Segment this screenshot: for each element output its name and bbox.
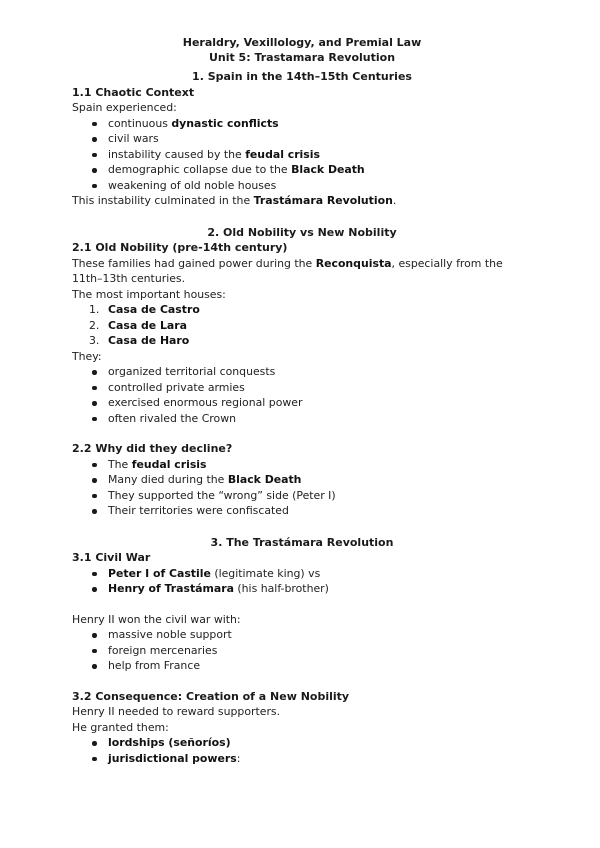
list-item-text: (legitimate king) vs xyxy=(210,566,321,580)
list-item xyxy=(72,162,532,178)
list-item xyxy=(72,472,532,488)
list-item-bold: Henry of Trastámara xyxy=(108,582,234,595)
list-item xyxy=(72,333,532,349)
list-item xyxy=(72,566,532,582)
list-item: They supported the “wrong” side (Peter I) xyxy=(72,488,532,504)
list-item xyxy=(72,457,532,473)
list-item-bold: feudal crisis xyxy=(131,457,207,471)
list-item: civil wars xyxy=(72,131,532,147)
list-item-text: demographic collapse due to the xyxy=(108,163,292,176)
list-item-text: : xyxy=(236,751,241,765)
list-item: weakening of old noble houses xyxy=(72,178,532,194)
document-page xyxy=(72,36,532,766)
list-item-text: Many died during the xyxy=(108,473,228,486)
paragraph: Henry II won the civil war with: xyxy=(72,612,241,626)
list-item: massive noble support xyxy=(72,627,532,643)
list-item xyxy=(72,302,532,318)
list-item-bold: Black Death xyxy=(227,473,302,486)
subsection-2-1-heading: 2.1 Old Nobility (pre-14th century) xyxy=(72,241,288,254)
list-item xyxy=(72,735,532,751)
subsection-3-1-heading: 3.1 Civil War xyxy=(72,551,151,564)
bullet-list xyxy=(72,457,532,519)
list-item xyxy=(72,116,532,132)
list-number: 3. xyxy=(89,334,100,347)
paragraph xyxy=(72,193,532,209)
list-item-bold: Casa de Haro xyxy=(108,334,190,347)
paragraph-text: These families had gained power during the xyxy=(72,256,316,270)
list-item xyxy=(72,147,532,163)
list-item: foreign mercenaries xyxy=(72,643,532,659)
list-item-text: The xyxy=(108,457,132,471)
paragraph-bold: Trastámara Revolution xyxy=(253,194,393,207)
subsection-3-2-heading: 3.2 Consequence: Creation of a New Nobility xyxy=(72,689,350,703)
list-item xyxy=(72,581,532,597)
section-1-heading: 1. Spain in the 14th–15th Centuries xyxy=(192,70,412,83)
list-item-bold: Casa de Lara xyxy=(108,318,187,332)
paragraph-text: This instability culminated in the xyxy=(72,194,254,207)
paragraph xyxy=(72,256,532,287)
list-item-text: (his half-brother) xyxy=(233,582,329,595)
section-3-heading: 3. The Trastámara Revolution xyxy=(210,535,394,549)
list-item-text: instability caused by the xyxy=(108,147,246,161)
list-item-bold: Black Death xyxy=(291,163,365,176)
list-item xyxy=(72,751,532,767)
section-2-heading: 2. Old Nobility vs New Nobility xyxy=(207,225,397,239)
paragraph-text: , especially from the 11th–13th centuries. xyxy=(72,256,503,285)
course-title: Heraldry, Vexillology, and Premial Law xyxy=(182,36,422,49)
list-item-text: continuous xyxy=(108,116,172,130)
list-item: often rivaled the Crown xyxy=(72,411,532,427)
list-item: Their territories were confiscated xyxy=(72,503,532,519)
list-item xyxy=(72,318,532,334)
list-item: help from France xyxy=(72,658,532,674)
list-item-bold: Casa de Castro xyxy=(108,303,200,316)
unit-title: Unit 5: Trastamara Revolution xyxy=(208,50,396,64)
bullet-list xyxy=(72,116,532,194)
list-number: 1. xyxy=(89,303,100,316)
paragraph: Henry II needed to reward supporters. xyxy=(72,705,281,718)
list-item-bold: jurisdictional powers xyxy=(108,751,237,765)
paragraph: Spain experienced: xyxy=(72,101,177,114)
list-item-bold: Peter I of Castile xyxy=(108,566,211,580)
list-item-bold: dynastic conflicts xyxy=(171,116,279,130)
list-item: organized territorial conquests xyxy=(72,364,532,380)
numbered-list xyxy=(72,302,532,349)
list-number: 2. xyxy=(89,318,100,332)
list-item: exercised enormous regional power xyxy=(72,395,532,411)
subsection-2-2-heading: 2.2 Why did they decline? xyxy=(72,442,233,455)
paragraph-text: . xyxy=(392,194,397,207)
list-item-bold: lordships (señoríos) xyxy=(108,736,231,749)
paragraph: He granted them: xyxy=(72,720,169,734)
bullet-list xyxy=(72,364,532,426)
paragraph-bold: Reconquista xyxy=(315,256,392,270)
paragraph: The most important houses: xyxy=(72,287,226,301)
paragraph: They: xyxy=(72,349,102,363)
list-item-bold: feudal crisis xyxy=(245,147,320,161)
subsection-1-1-heading: 1.1 Chaotic Context xyxy=(72,85,195,99)
bullet-list xyxy=(72,566,532,597)
bullet-list xyxy=(72,627,532,674)
list-item: controlled private armies xyxy=(72,380,532,396)
bullet-list xyxy=(72,735,532,766)
